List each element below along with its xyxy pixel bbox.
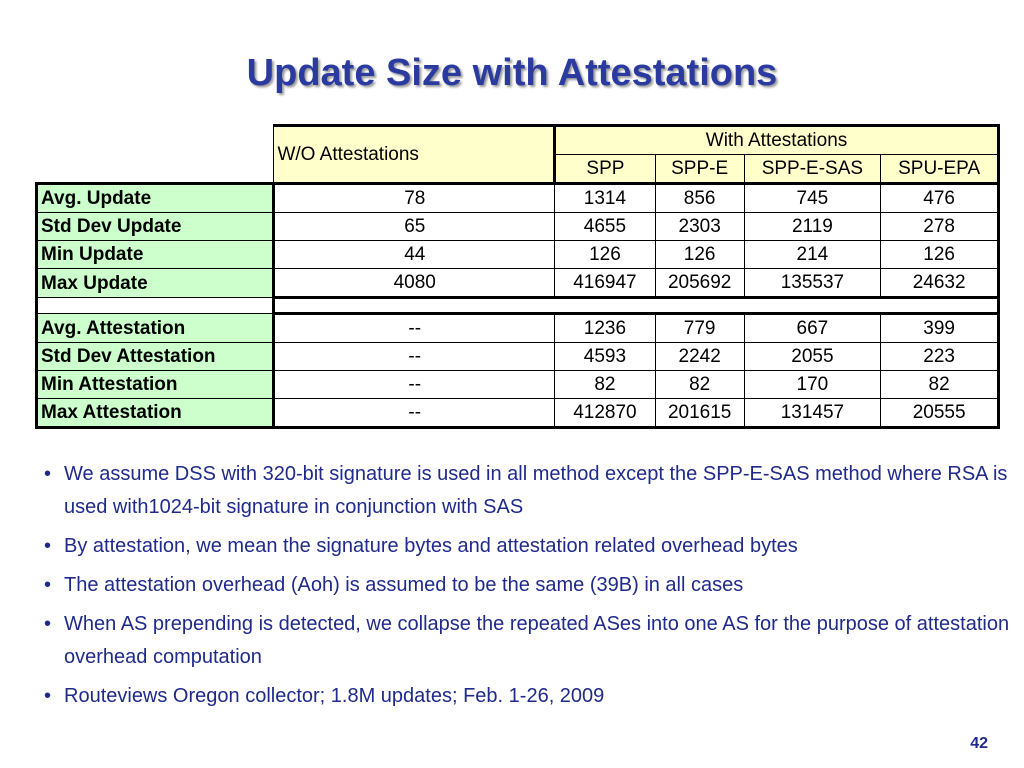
row-label: Min Attestation xyxy=(37,371,274,399)
cell-value: -- xyxy=(274,314,555,343)
table-row xyxy=(37,399,999,428)
cell-value: 170 xyxy=(744,371,881,399)
cell-value: 82 xyxy=(881,371,999,399)
cell-value: 667 xyxy=(744,314,881,343)
cell-value: 1314 xyxy=(555,184,656,213)
cell-value: 214 xyxy=(744,241,881,269)
cell-value: 65 xyxy=(274,213,555,241)
cell-value: 223 xyxy=(881,343,999,371)
bullet-item: • By attestation, we mean the signature bytes and attestation related overhead bytes xyxy=(44,530,1019,563)
separator-cell xyxy=(37,298,274,314)
cell-value: 131457 xyxy=(744,399,881,428)
cell-value: 201615 xyxy=(655,399,744,428)
cell-value: -- xyxy=(274,399,555,428)
cell-value: 2242 xyxy=(655,343,744,371)
header-with-attestations: With Attestations xyxy=(555,126,999,155)
cell-value: 745 xyxy=(744,184,881,213)
header-row-1 xyxy=(37,126,999,155)
row-label: Avg. Update xyxy=(37,184,274,213)
bullet-item: • The attestation overhead (Aoh) is assumed to be the same (39B) in all cases xyxy=(44,569,1019,602)
cell-value: 24632 xyxy=(881,269,999,298)
cell-value: 2055 xyxy=(744,343,881,371)
cell-value: 416947 xyxy=(555,269,656,298)
header-spp: SPP xyxy=(555,155,656,184)
row-label: Max Update xyxy=(37,269,274,298)
header-spp-e-sas: SPP-E-SAS xyxy=(744,155,881,184)
header-blank-cell xyxy=(37,155,274,184)
row-label: Std Dev Update xyxy=(37,213,274,241)
separator-cell xyxy=(274,298,999,314)
cell-value: 856 xyxy=(655,184,744,213)
table-row xyxy=(37,241,999,269)
cell-value: -- xyxy=(274,343,555,371)
separator-row xyxy=(37,298,999,314)
header-spp-e: SPP-E xyxy=(655,155,744,184)
row-label: Avg. Attestation xyxy=(37,314,274,343)
cell-value: 126 xyxy=(555,241,656,269)
cell-value: 126 xyxy=(881,241,999,269)
cell-value: 78 xyxy=(274,184,555,213)
cell-value: 44 xyxy=(274,241,555,269)
cell-value: 278 xyxy=(881,213,999,241)
cell-value: 20555 xyxy=(881,399,999,428)
row-label: Min Update xyxy=(37,241,274,269)
cell-value: 2119 xyxy=(744,213,881,241)
cell-value: -- xyxy=(274,371,555,399)
cell-value: 2303 xyxy=(655,213,744,241)
header-wo-attestations: W/O Attestations xyxy=(274,126,555,184)
table-row xyxy=(37,371,999,399)
cell-value: 1236 xyxy=(555,314,656,343)
bullet-item: • We assume DSS with 320-bit signature is used in all method except the SPP-E-SAS method where RSA is used with1024-bit signature in conjunction with SAS xyxy=(44,458,1019,524)
table-row xyxy=(37,213,999,241)
cell-value: 779 xyxy=(655,314,744,343)
cell-value: 412870 xyxy=(555,399,656,428)
slide-title: Update Size with Attestations xyxy=(246,52,778,94)
page-number: 42 xyxy=(970,735,988,752)
update-size-table xyxy=(35,124,1000,429)
cell-value: 4080 xyxy=(274,269,555,298)
header-spu-epa: SPU-EPA xyxy=(881,155,999,184)
bullet-item: • When AS prepending is detected, we collapse the repeated ASes into one AS for the purpose of attestation overhead computation xyxy=(44,608,1019,674)
cell-value: 126 xyxy=(655,241,744,269)
cell-value: 205692 xyxy=(655,269,744,298)
bullet-item: • Routeviews Oregon collector; 1.8M updates; Feb. 1-26, 2009 xyxy=(44,680,1019,713)
table-row xyxy=(37,314,999,343)
table-row xyxy=(37,269,999,298)
cell-value: 4655 xyxy=(555,213,656,241)
cell-value: 399 xyxy=(881,314,999,343)
cell-value: 82 xyxy=(655,371,744,399)
cell-value: 82 xyxy=(555,371,656,399)
table-row xyxy=(37,184,999,213)
row-label: Std Dev Attestation xyxy=(37,343,274,371)
cell-value: 4593 xyxy=(555,343,656,371)
header-blank-cell xyxy=(37,126,274,155)
cell-value: 135537 xyxy=(744,269,881,298)
bullet-list xyxy=(44,458,1019,719)
cell-value: 476 xyxy=(881,184,999,213)
table-row xyxy=(37,343,999,371)
row-label: Max Attestation xyxy=(37,399,274,428)
